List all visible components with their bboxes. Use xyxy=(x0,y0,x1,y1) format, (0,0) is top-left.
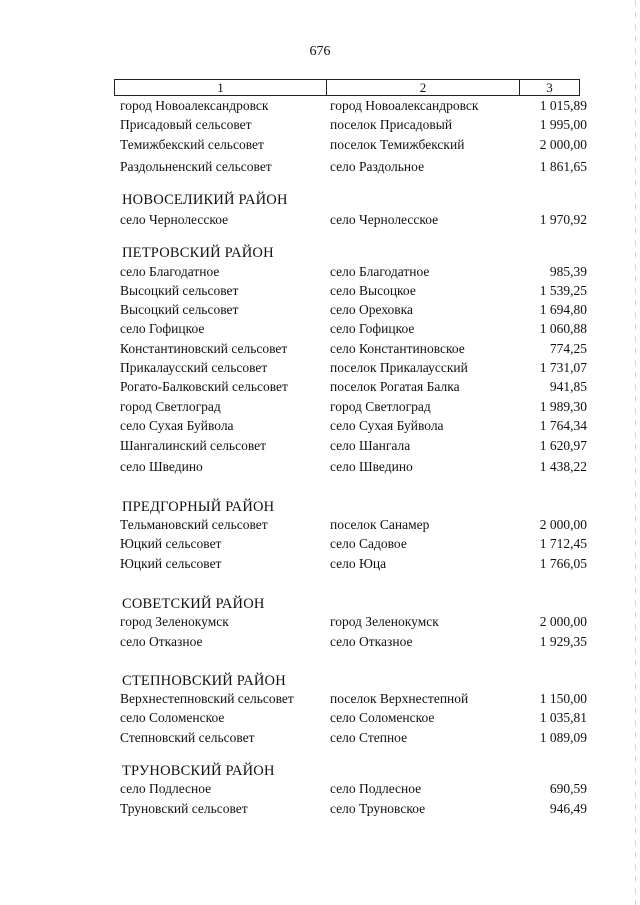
settlement-cell: село Чернолесское xyxy=(330,212,439,227)
value-cell: 941,85 xyxy=(549,379,587,394)
value-cell: 2 000,00 xyxy=(539,137,587,152)
header-col-3: 3 xyxy=(546,80,553,95)
settlement-cell: село Шведино xyxy=(330,459,413,474)
district-heading: ПРЕДГОРНЫЙ РАЙОН xyxy=(122,499,275,515)
settlement-cell: поселок Рогатая Балка xyxy=(330,379,460,394)
settlement-cell: село Сухая Буйвола xyxy=(330,418,444,433)
table-row xyxy=(0,211,640,229)
municipality-cell: город Зеленокумск xyxy=(120,614,229,629)
municipality-cell: Рогато-Балковский сельсовет xyxy=(120,379,288,394)
municipality-cell: Высоцкий сельсовет xyxy=(120,302,239,317)
municipality-cell: Шангалинский сельсовет xyxy=(120,438,267,453)
table-row xyxy=(0,417,640,435)
value-cell: 1 995,00 xyxy=(539,117,587,132)
settlement-cell: город Зеленокумск xyxy=(330,614,439,629)
value-cell: 1 438,22 xyxy=(539,459,587,474)
municipality-cell: село Гофицкое xyxy=(120,321,205,336)
value-cell: 1 929,35 xyxy=(539,634,587,649)
settlement-cell: село Раздольное xyxy=(330,159,425,174)
municipality-cell: Юцкий сельсовет xyxy=(120,556,222,571)
value-cell: 1 539,25 xyxy=(539,283,587,298)
municipality-cell: город Новоалександровск xyxy=(120,98,269,113)
settlement-cell: село Садовое xyxy=(330,536,407,551)
table-row xyxy=(0,780,640,798)
municipality-cell: Темижбекский сельсовет xyxy=(120,137,264,152)
page-number: 676 xyxy=(309,44,331,59)
settlement-cell: поселок Темижбекский xyxy=(330,137,465,152)
table-row xyxy=(0,282,640,300)
district-heading: СОВЕТСКИЙ РАЙОН xyxy=(122,596,265,612)
value-cell: 1 970,92 xyxy=(539,212,587,227)
settlement-cell: село Шангала xyxy=(330,438,411,453)
municipality-cell: Тельмановский сельсовет xyxy=(120,517,268,532)
municipality-cell: Юцкий сельсовет xyxy=(120,536,222,551)
table-row xyxy=(0,136,640,154)
settlement-cell: село Подлесное xyxy=(330,781,422,796)
table-row xyxy=(0,458,640,476)
municipality-cell: село Чернолесское xyxy=(120,212,229,227)
settlement-cell: село Константиновское xyxy=(330,341,465,356)
table-row xyxy=(0,800,640,818)
district-heading: НОВОСЕЛИКИЙ РАЙОН xyxy=(122,192,288,208)
table-row xyxy=(0,690,640,708)
value-cell: 1 764,34 xyxy=(539,418,587,433)
value-cell: 1 731,07 xyxy=(539,360,587,375)
value-cell: 1 089,09 xyxy=(539,730,587,745)
municipality-cell: село Сухая Буйвола xyxy=(120,418,234,433)
value-cell: 1 989,30 xyxy=(539,399,587,414)
settlement-cell: село Благодатное xyxy=(330,264,430,279)
table-row xyxy=(0,320,640,338)
settlement-cell: город Новоалександровск xyxy=(330,98,479,113)
table-row xyxy=(0,263,640,281)
settlement-cell: поселок Верхнестепной xyxy=(330,691,469,706)
table-row xyxy=(0,729,640,747)
value-cell: 1 150,00 xyxy=(539,691,587,706)
settlement-cell: город Светлоград xyxy=(330,399,431,414)
table-row xyxy=(0,340,640,358)
municipality-cell: Высоцкий сельсовет xyxy=(120,283,239,298)
header-col-2: 2 xyxy=(327,80,520,95)
table-row xyxy=(0,633,640,651)
value-cell: 946,49 xyxy=(549,801,587,816)
settlement-cell: поселок Присадовый xyxy=(330,117,453,132)
table-row xyxy=(0,535,640,553)
value-cell: 1 694,80 xyxy=(539,302,587,317)
municipality-cell: Верхнестепновский сельсовет xyxy=(120,691,294,706)
settlement-cell: село Юца xyxy=(330,556,387,571)
settlement-cell: поселок Прикалаусский xyxy=(330,360,468,375)
municipality-cell: Прикалаусский сельсовет xyxy=(120,360,268,375)
value-cell: 774,25 xyxy=(549,341,587,356)
value-cell: 1 620,97 xyxy=(539,438,587,453)
municipality-cell: село Соломенское xyxy=(120,710,225,725)
value-cell: 690,59 xyxy=(549,781,587,796)
settlement-cell: село Высоцкое xyxy=(330,283,416,298)
table-row xyxy=(0,613,640,631)
district-heading: ТРУНОВСКИЙ РАЙОН xyxy=(122,763,275,779)
table-row xyxy=(0,301,640,319)
value-cell: 1 015,89 xyxy=(539,98,587,113)
header-col-1: 1 xyxy=(115,80,327,95)
municipality-cell: Раздольненский сельсовет xyxy=(120,159,272,174)
table-row xyxy=(0,359,640,377)
value-cell: 1 712,45 xyxy=(539,536,587,551)
district-heading: СТЕПНОВСКИЙ РАЙОН xyxy=(122,673,286,689)
settlement-cell: село Гофицкое xyxy=(330,321,415,336)
district-heading: ПЕТРОВСКИЙ РАЙОН xyxy=(122,245,274,261)
settlement-cell: село Ореховка xyxy=(330,302,414,317)
scan-edge-line xyxy=(635,0,636,905)
value-cell: 1 060,88 xyxy=(539,321,587,336)
municipality-cell: село Отказное xyxy=(120,634,203,649)
table-row xyxy=(0,158,640,176)
value-cell: 1 861,65 xyxy=(539,159,587,174)
value-cell: 2 000,00 xyxy=(539,614,587,629)
municipality-cell: Константиновский сельсовет xyxy=(120,341,288,356)
table-row xyxy=(0,398,640,416)
value-cell: 2 000,00 xyxy=(539,517,587,532)
table-row xyxy=(0,97,640,115)
municipality-cell: Труновский сельсовет xyxy=(120,801,248,816)
settlement-cell: село Соломенское xyxy=(330,710,435,725)
municipality-cell: город Светлоград xyxy=(120,399,221,414)
table-row xyxy=(0,378,640,396)
municipality-cell: село Подлесное xyxy=(120,781,212,796)
table-row xyxy=(0,116,640,134)
table-row xyxy=(0,516,640,534)
municipality-cell: Присадовый сельсовет xyxy=(120,117,252,132)
settlement-cell: село Труновское xyxy=(330,801,426,816)
municipality-cell: Степновский сельсовет xyxy=(120,730,255,745)
table-row xyxy=(0,437,640,455)
settlement-cell: поселок Санамер xyxy=(330,517,430,532)
table-row xyxy=(0,555,640,573)
table-row xyxy=(0,709,640,727)
value-cell: 985,39 xyxy=(549,264,587,279)
municipality-cell: село Шведино xyxy=(120,459,203,474)
municipality-cell: село Благодатное xyxy=(120,264,220,279)
settlement-cell: село Степное xyxy=(330,730,408,745)
value-cell: 1 035,81 xyxy=(539,710,587,725)
value-cell: 1 766,05 xyxy=(539,556,587,571)
settlement-cell: село Отказное xyxy=(330,634,413,649)
table-header xyxy=(114,79,580,96)
